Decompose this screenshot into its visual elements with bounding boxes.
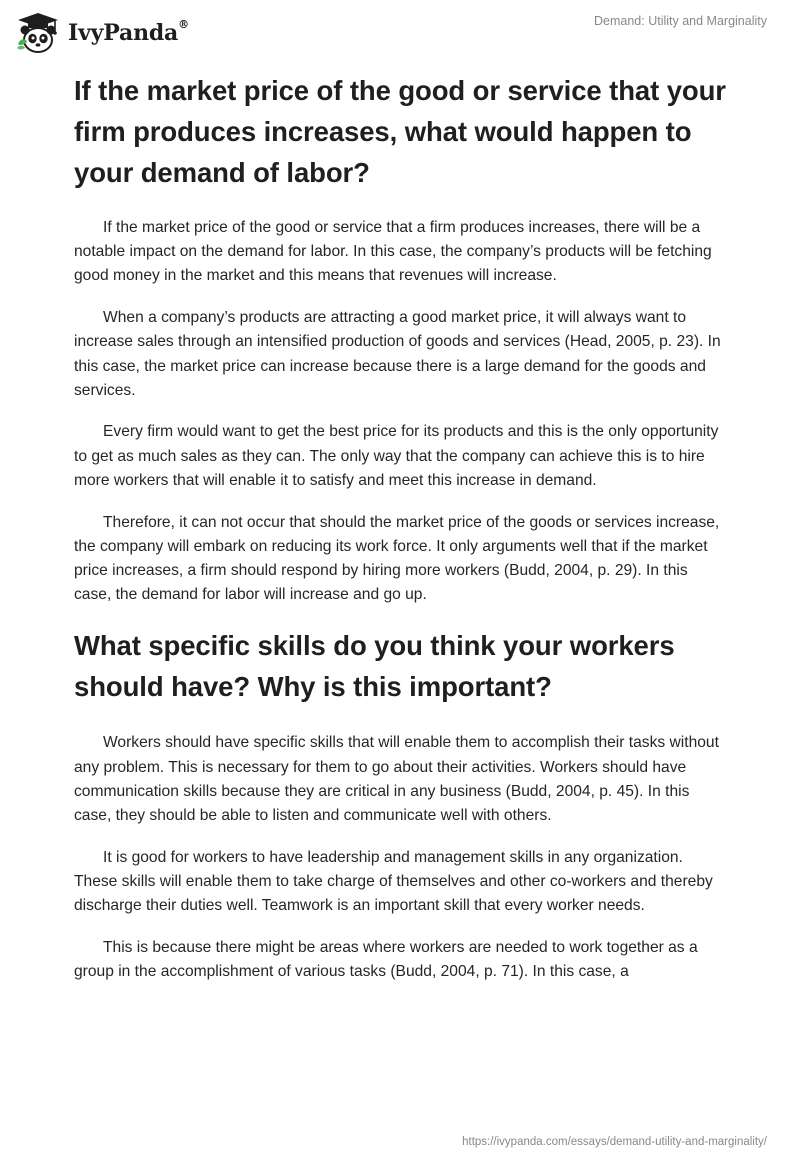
panda-logo-icon xyxy=(14,10,62,56)
logo[interactable] xyxy=(14,10,189,56)
paragraph: This is because there might be areas where workers are needed to work together as a group in the accomplishment of various tasks (Budd, 2004, p. 71). In this case, a xyxy=(74,938,698,980)
page-header xyxy=(0,0,800,64)
paragraph: If the market price of the good or service that a firm produces increases, there will be a notable impact on the demand for labor. In this case, the company’s products will be fetching good money in the market and this means that revenues will increase. xyxy=(74,219,712,285)
footer-url-link[interactable]: https://ivypanda.com/essays/demand-utility-and-marginality/ xyxy=(462,1136,767,1148)
article-body xyxy=(74,70,728,1002)
section-heading: If the market price of the good or service that your firm produces increases, what would happen to your demand of labor? xyxy=(74,75,726,188)
paragraph: Workers should have specific skills that will enable them to accomplish their tasks without any problem. This is necessary for them to go about their activities. Workers should have communication skills because they are critical in any business (Budd, 2004, p. 45). In this case, they should be able to listen and communicate well with others. xyxy=(74,734,719,824)
paragraph: When a company’s products are attracting a good market price, it will always want to increase sales through an intensified production of goods and services (Head, 2005, p. 23). In this case, the market price can increase because there is a large demand for the goods and services. xyxy=(74,309,721,399)
paragraph: Therefore, it can not occur that should the market price of the goods or services increase, the company will embark on reducing its work force. It only arguments well that if the market price increases, a firm should respond by hiring more workers (Budd, 2004, p. 29). In this case, the demand for labor will increase and go up. xyxy=(74,513,720,604)
logo-text: IvyPanda® xyxy=(68,18,189,46)
paragraph: It is good for workers to have leadership and management skills in any organization. These skills will enable them to take charge of themselves and other co-workers and thereby discharge their duties well. Teamwork is an important skill that every worker needs. xyxy=(74,848,713,915)
document-title: Demand: Utility and Marginality xyxy=(594,14,767,28)
section-heading: What specific skills do you think your workers should have? Why is this important? xyxy=(74,630,675,703)
paragraph: Every firm would want to get the best price for its products and this is the only opportunity to get as much sales as they can. The only way that the company can achieve this is to hire more workers that will enable it to satisfy and meet this increase in demand. xyxy=(74,423,719,489)
